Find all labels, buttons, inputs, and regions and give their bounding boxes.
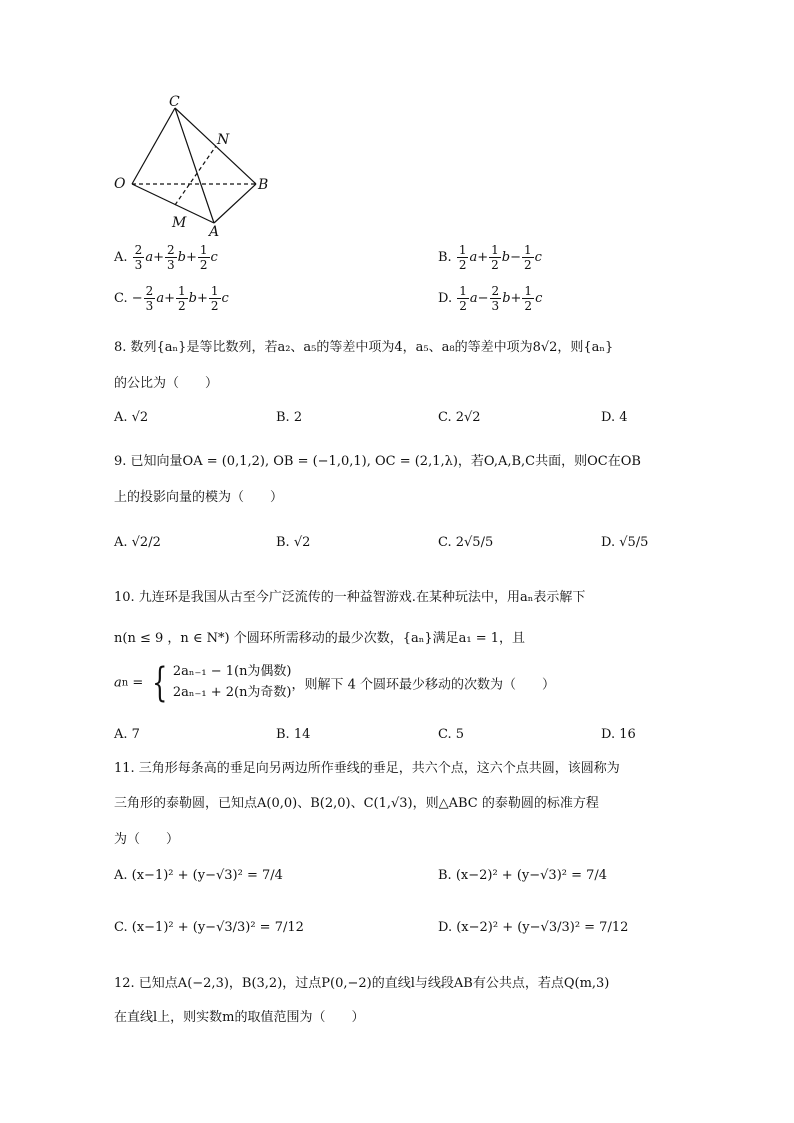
q8-option-b[interactable]: B. 2: [276, 410, 303, 425]
q9-option-b[interactable]: B. √2: [276, 535, 311, 550]
q7-option-d-expr: $\frac{1}{2}$ a− $\frac{2}{3}$ b+ $\frac{1}{2}$ c: [459, 284, 543, 313]
q8-line2: 的公比为（ ）: [114, 376, 219, 391]
tetrahedron-figure: [110, 90, 280, 240]
label-b: B: [258, 177, 269, 193]
q11-option-b[interactable]: B. (x−2)² + (y−√3)² = 7/4: [438, 868, 608, 883]
q8-option-c[interactable]: C. 2√2: [438, 410, 481, 425]
q11-option-a[interactable]: A. (x−1)² + (y−√3)² = 7/4: [114, 868, 283, 883]
q10-line1: 10. 九连环是我国从古至今广泛流传的一种益智游戏.在某种玩法中，用aₙ表示解下: [114, 590, 586, 605]
q9-line2: 上的投影向量的模为（ ）: [114, 490, 284, 505]
q10-recurrence: an = { 2aₙ₋₁ − 1(n为偶数) 2aₙ₋₁ + 2(n为奇数) ，则解下 4 个圆环最少移动的次数为（ ）: [114, 659, 556, 706]
q11-line1: 11. 三角形每条高的垂足向另两边所作垂线的垂足，共六个点，这六个点共圆，该圆称为: [114, 761, 620, 776]
q12-line1: 12. 已知点A(−2,3)，B(3,2)，过点P(0,−2)的直线l与线段AB有公共点，若点Q(m,3): [114, 976, 610, 991]
label-c: C: [169, 94, 180, 110]
q8-line1: 8. 数列{aₙ}是等比数列，若a₂、a₅的等差中项为4，a₅、a₈的等差中项为8√2，则{aₙ}: [114, 340, 614, 355]
edge-ca: [175, 108, 214, 223]
label-o: O: [114, 176, 126, 192]
q10-option-c[interactable]: C. 5: [438, 727, 465, 742]
q11-line3: 为（ ）: [114, 832, 180, 847]
q7-option-d[interactable]: [438, 285, 542, 312]
edge-ab: [214, 184, 256, 223]
q8-option-a[interactable]: A. √2: [114, 410, 149, 425]
q7-option-b-letter: B.: [438, 250, 452, 265]
q11-option-c[interactable]: C. (x−1)² + (y−√3/3)² = 7/12: [114, 920, 304, 935]
q7-option-b[interactable]: [438, 244, 542, 271]
q10-option-d[interactable]: D. 16: [601, 727, 636, 742]
label-m: M: [172, 215, 187, 231]
q10-line2: n(n ≤ 9 ，n ∈ N*) 个圆环所需移动的最少次数，{aₙ}满足a₁ = 1，且: [114, 631, 526, 646]
q10-case-odd: 2aₙ₋₁ + 2(n为奇数): [172, 684, 292, 700]
q10-tail: ，则解下 4 个圆环最少移动的次数为（ ）: [291, 677, 556, 693]
q10-case-even: 2aₙ₋₁ − 1(n为偶数): [172, 664, 292, 679]
q7-option-d-letter: D.: [438, 291, 453, 306]
q10-option-a[interactable]: A. 7: [114, 727, 140, 742]
q9-option-d[interactable]: D. √5/5: [601, 535, 649, 550]
label-a: A: [209, 224, 220, 240]
q9-line1: 9. 已知向量OA = (0,1,2), OB = (−1,0,1), OC = (2,1,λ)，若O,A,B,C共面，则OC在OB: [114, 454, 641, 469]
q7-option-a-expr: $\frac{2}{3}$ a+ $\frac{2}{3}$ b+ $\frac{1}{2}$ c: [134, 243, 218, 272]
q7-option-c-letter: C.: [114, 291, 128, 306]
q7-option-a[interactable]: [114, 244, 218, 271]
q11-line2: 三角形的泰勒圆，已知点A(0,0)、B(2,0)、C(1,√3)，则△ABC 的泰勒圆的标准方程: [114, 796, 599, 811]
q10-option-b[interactable]: B. 14: [276, 727, 311, 742]
q8-option-d[interactable]: D. 4: [601, 410, 628, 425]
label-n: N: [217, 132, 230, 148]
edge-oc: [132, 108, 175, 184]
q12-line2: 在直线l上，则实数m的取值范围为（ ）: [114, 1010, 365, 1025]
q7-option-c[interactable]: [114, 285, 229, 312]
q7-option-c-expr: − $\frac{2}{3}$ a+ $\frac{1}{2}$ b+ $\frac{1}{2}$ c: [131, 284, 229, 313]
q11-option-d[interactable]: D. (x−2)² + (y−√3/3)² = 7/12: [438, 920, 629, 935]
q9-option-c[interactable]: C. 2√5/5: [438, 535, 494, 550]
segment-mn: [175, 146, 216, 205]
q7-option-b-expr: $\frac{1}{2}$ a+ $\frac{1}{2}$ b− $\frac{1}{2}$ c: [458, 243, 542, 272]
q9-option-a[interactable]: A. √2/2: [114, 535, 161, 550]
q7-option-a-letter: A.: [114, 250, 128, 265]
